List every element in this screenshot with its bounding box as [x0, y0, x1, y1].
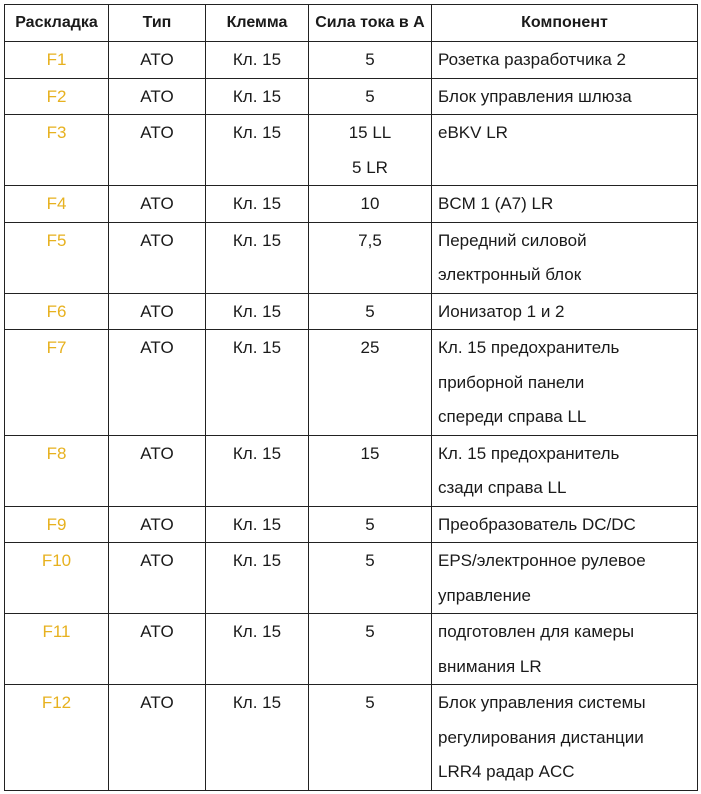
- table-row: [5, 115, 698, 186]
- fuse-terminal-cell: Кл. 15: [206, 506, 309, 543]
- fuse-current-cell: [309, 115, 432, 186]
- fuse-terminal-cell: Кл. 15: [206, 614, 309, 685]
- fuse-type-cell: ATO: [109, 506, 206, 543]
- fuse-type-cell: ATO: [109, 186, 206, 223]
- fuse-component-cell: [432, 186, 698, 223]
- fuse-terminal-cell: Кл. 15: [206, 186, 309, 223]
- table-row: [5, 435, 698, 506]
- fuse-code-cell: F2: [5, 78, 109, 115]
- fuse-current-cell: [309, 222, 432, 293]
- fuse-current-cell-line: 15: [360, 443, 380, 463]
- fuse-component-cell-line: сзади справа LL: [438, 478, 567, 497]
- fuse-component-cell-line: eBKV LR: [438, 123, 508, 142]
- fuse-code-cell: F7: [5, 330, 109, 436]
- fuse-component-cell-line: спереди справа LL: [438, 407, 587, 426]
- fuse-component-cell-line: подготовлен для камеры: [438, 622, 635, 641]
- table-row: [5, 186, 698, 223]
- fuse-current-cell: [309, 78, 432, 115]
- fuse-component-cell: [432, 222, 698, 293]
- fuse-current-cell: [309, 543, 432, 614]
- fuse-code-cell: F5: [5, 222, 109, 293]
- fuse-component-cell-line: электронный блок: [438, 265, 582, 284]
- fuse-component-cell: [432, 115, 698, 186]
- table-row: [5, 506, 698, 543]
- fuse-component-cell-line: Блок управления шлюза: [438, 86, 632, 106]
- fuse-component-cell-line: Передний силовой: [438, 230, 587, 250]
- fuse-type-cell: ATO: [109, 614, 206, 685]
- fuse-component-cell: [432, 435, 698, 506]
- fuse-code-cell: F8: [5, 435, 109, 506]
- fuse-code-cell: F3: [5, 115, 109, 186]
- table-row: [5, 543, 698, 614]
- fuse-terminal-cell: Кл. 15: [206, 543, 309, 614]
- fuse-type-cell: ATO: [109, 222, 206, 293]
- fuse-code-cell: F9: [5, 506, 109, 543]
- fuse-terminal-cell: Кл. 15: [206, 222, 309, 293]
- fuse-component-cell: [432, 42, 698, 79]
- fuse-type-cell: ATO: [109, 330, 206, 436]
- fuse-current-cell-line: 5: [365, 693, 375, 712]
- table-row: [5, 78, 698, 115]
- fuse-type-cell: ATO: [109, 293, 206, 330]
- fuse-current-cell: [309, 330, 432, 436]
- header-type: Тип: [109, 5, 206, 42]
- fuse-code-cell: F12: [5, 685, 109, 791]
- fuse-component-cell-line: Кл. 15 предохранитель: [438, 443, 620, 463]
- table-row: [5, 293, 698, 330]
- fuse-current-cell-line: 5 LR: [352, 157, 388, 177]
- fuse-type-cell: ATO: [109, 115, 206, 186]
- fuse-code-cell: F6: [5, 293, 109, 330]
- fuse-component-cell-line: управление: [438, 585, 531, 605]
- fuse-current-cell: [309, 186, 432, 223]
- fuse-current-cell-line: 10: [360, 194, 380, 213]
- fuse-component-cell: [432, 543, 698, 614]
- fuse-current-cell: [309, 293, 432, 330]
- fuse-current-cell: [309, 506, 432, 543]
- fuse-current-cell-line: 7,5: [358, 230, 382, 250]
- fuse-type-cell: ATO: [109, 543, 206, 614]
- fuse-component-cell: [432, 685, 698, 791]
- fuse-code-cell: F10: [5, 543, 109, 614]
- fuse-type-cell: ATO: [109, 685, 206, 791]
- header-current: Сила тока в А: [309, 5, 432, 42]
- fuse-type-cell: ATO: [109, 78, 206, 115]
- fuse-current-cell-line: 5: [365, 301, 375, 321]
- fuse-component-cell-line: Розетка разработчика 2: [438, 50, 626, 69]
- fuse-component-cell-line: Преобразователь DC/DC: [438, 514, 636, 534]
- fuse-component-cell-line: EPS/электронное рулевое: [438, 551, 646, 570]
- header-layout: Раскладка: [5, 5, 109, 42]
- fuse-current-cell: [309, 685, 432, 791]
- fuse-current-cell-line: 5: [365, 551, 375, 570]
- fuse-terminal-cell: Кл. 15: [206, 78, 309, 115]
- header-component: Компонент: [432, 5, 698, 42]
- fuse-component-cell-line: Блок управления системы: [438, 693, 646, 712]
- fuse-component-cell: [432, 330, 698, 436]
- fuse-current-cell: [309, 435, 432, 506]
- fuse-component-cell-line: внимания LR: [438, 656, 542, 676]
- table-row: [5, 222, 698, 293]
- fuse-current-cell-line: 5: [365, 622, 375, 641]
- fuse-code-cell: F1: [5, 42, 109, 79]
- fuse-component-cell-line: Кл. 15 предохранитель: [438, 338, 620, 357]
- fuse-terminal-cell: Кл. 15: [206, 685, 309, 791]
- fuse-code-cell: F4: [5, 186, 109, 223]
- header-terminal: Клемма: [206, 5, 309, 42]
- fuse-terminal-cell: Кл. 15: [206, 330, 309, 436]
- table-row: [5, 330, 698, 436]
- fuse-component-cell: [432, 614, 698, 685]
- fuse-table: [4, 4, 698, 791]
- fuse-component-cell: [432, 506, 698, 543]
- table-row: [5, 685, 698, 791]
- fuse-current-cell-line: 5: [365, 50, 375, 69]
- fuse-current-cell-line: 5: [365, 514, 375, 534]
- fuse-component-cell: [432, 293, 698, 330]
- fuse-current-cell-line: 25: [360, 338, 380, 357]
- fuse-component-cell-line: приборной панели: [438, 372, 585, 392]
- fuse-current-cell-line: 15 LL: [348, 123, 392, 142]
- fuse-terminal-cell: Кл. 15: [206, 115, 309, 186]
- fuse-component-cell: [432, 78, 698, 115]
- fuse-terminal-cell: Кл. 15: [206, 293, 309, 330]
- fuse-code-cell: F11: [5, 614, 109, 685]
- table-body: [5, 42, 698, 791]
- fuse-terminal-cell: Кл. 15: [206, 42, 309, 79]
- fuse-component-cell-line: BCM 1 (A7) LR: [438, 194, 554, 213]
- table-row: [5, 42, 698, 79]
- fuse-component-cell-line: LRR4 радар ACC: [438, 762, 575, 781]
- table-row: [5, 614, 698, 685]
- fuse-component-cell-line: Ионизатор 1 и 2: [438, 301, 565, 321]
- fuse-current-cell: [309, 614, 432, 685]
- fuse-current-cell: [309, 42, 432, 79]
- fuse-type-cell: ATO: [109, 435, 206, 506]
- fuse-component-cell-line: регулирования дистанции: [438, 727, 644, 747]
- fuse-terminal-cell: Кл. 15: [206, 435, 309, 506]
- fuse-type-cell: ATO: [109, 42, 206, 79]
- fuse-current-cell-line: 5: [365, 86, 375, 106]
- header-row: [5, 5, 698, 42]
